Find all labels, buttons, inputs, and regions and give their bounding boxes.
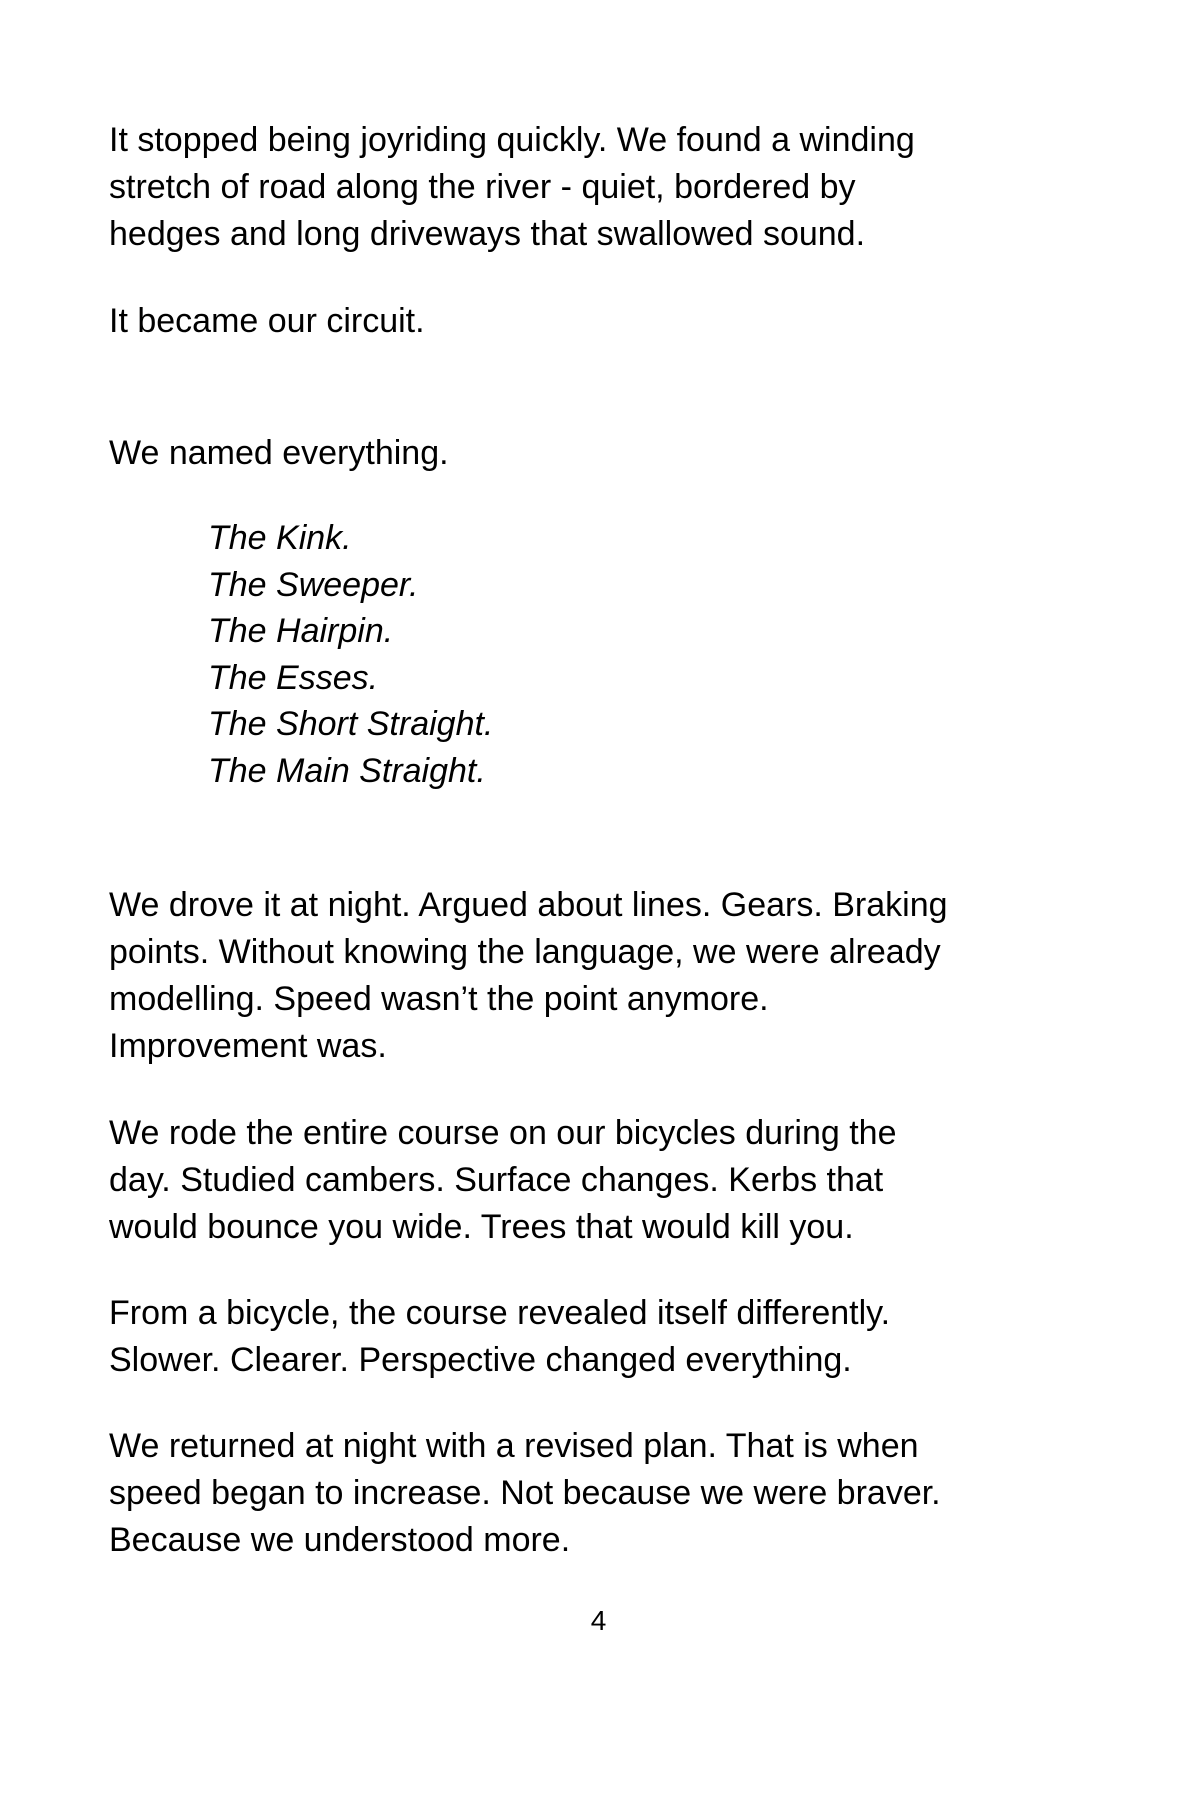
paragraph-line: We drove it at night. Argued about lines. Gears. Braking: [109, 886, 948, 924]
paragraph-line: stretch of road along the river - quiet, bordered by: [109, 168, 856, 206]
page-number: 4: [590, 1605, 607, 1636]
paragraph-line: day. Studied cambers. Surface changes. Kerbs that: [109, 1161, 884, 1199]
paragraph-circuit: [109, 298, 1069, 345]
paragraph-drove-at-night: [109, 882, 1069, 1070]
paragraph-line: Because we understood more.: [109, 1521, 571, 1559]
corner-name: The Kink.: [208, 519, 352, 557]
paragraph-bicycles: [109, 1110, 1069, 1251]
corner-name: The Short Straight.: [208, 705, 494, 743]
paragraph-line: Improvement was.: [109, 1027, 387, 1065]
paragraph-named: [109, 430, 1069, 477]
corner-name: The Main Straight.: [208, 751, 486, 790]
paragraph-line: We returned at night with a revised plan. That is when: [109, 1427, 919, 1465]
corner-names-list: [208, 515, 493, 794]
paragraph-line: points. Without knowing the language, we were already: [109, 933, 941, 971]
paragraph-perspective: [109, 1290, 1069, 1384]
corner-name: The Esses.: [208, 658, 379, 697]
paragraph-line: hedges and long driveways that swallowed sound.: [109, 215, 866, 253]
paragraph-line: It became our circuit.: [109, 302, 425, 340]
paragraph-line: modelling. Speed wasn’t the point anymore.: [109, 980, 769, 1018]
paragraph-line: speed began to increase. Not because we were braver.: [109, 1474, 941, 1512]
corner-name: The Sweeper.: [208, 565, 419, 604]
paragraph-line: would bounce you wide. Trees that would kill you.: [109, 1208, 854, 1246]
corner-name: The Hairpin.: [208, 612, 394, 650]
paragraph-line: It stopped being joyriding quickly. We found a winding: [109, 121, 915, 159]
paragraph-line: We rode the entire course on our bicycles during the: [109, 1114, 897, 1152]
paragraph-line: Slower. Clearer. Perspective changed everything.: [109, 1341, 852, 1379]
paragraph-joyriding: [109, 117, 1069, 258]
paragraph-line: From a bicycle, the course revealed itself differently.: [109, 1294, 891, 1332]
paragraph-line: We named everything.: [109, 434, 449, 472]
paragraph-revised-plan: [109, 1423, 1069, 1564]
